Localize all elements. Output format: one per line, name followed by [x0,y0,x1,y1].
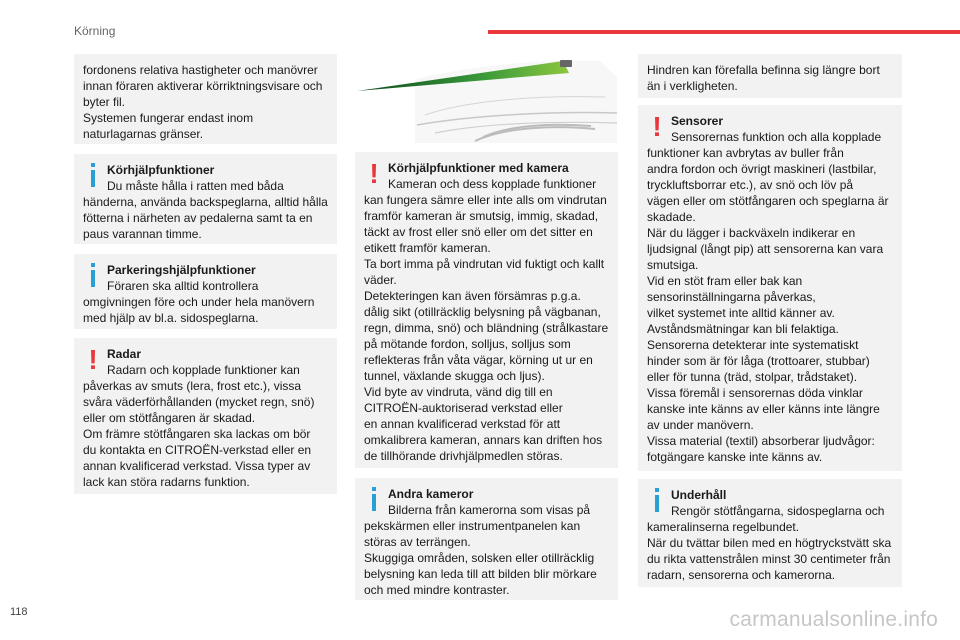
text-line: dålig sikt (otillräcklig belysning på vägbanan, [364,305,601,319]
maintenance-title: Underhåll [671,488,727,502]
driving-aids-info-box [74,154,337,244]
text-line: påverkas av smuts (lera, frost etc.), vissa [83,379,302,393]
text-line: Avståndsmätningar kan bli felaktiga. [647,322,839,336]
text-line: Vissa föremål i sensorernas döda vinklar [647,386,863,400]
parking-aids-lead: Föraren ska alltid kontrollera [107,279,259,293]
text-line: på mötande fordon, solljus, solljus som [364,337,571,351]
watermark: carmanualsonline.info [729,608,938,631]
sensors-body [647,145,894,465]
text-line: När du tvättar bilen med en högtryckstvätt ska [647,536,892,550]
text-line: kameralinserna regelbundet. [647,520,800,534]
text-line: fordonens relativa hastigheter och manövrer [83,63,318,77]
text-line: fötterna i närheten av pedalerna samt ta en [83,211,313,225]
text-line: Sensorerna detekterar inte systematiskt [647,338,859,352]
text-line: eller för tunna (träd, stolpar, trådstaket). [647,370,858,384]
obstacles-text-box [638,54,902,98]
text-line: framför kameran är smutsig, immig, skadad, [364,209,599,223]
driving-aids-title: Körhjälpfunktioner [107,163,215,177]
text-line: hinder som är för låga (trottoarer, stubbar) [647,354,870,368]
exclamation-warning-icon: ! [369,158,379,189]
text-line: pekskärmen eller instrumentpanelen kan [364,519,581,533]
continued-text-box [74,54,337,144]
text-line: med hjälp av bl.a. sidospeglarna. [83,311,259,325]
maintenance-info-box [638,479,902,587]
text-line: naturlagarnas gränser. [83,127,204,141]
text-line: annan kvalificerad verkstad. Vissa typer av [83,459,311,473]
text-line: andra fordon och övrigt maskineri (lastbilar, [647,162,877,176]
exclamation-warning-icon: ! [88,344,98,375]
text-line: radarn, sensorerna och kamerorna. [647,568,836,582]
driving-aids-body [83,194,329,242]
text-line: Ta bort imma på vindrutan vid fuktigt och kallt [364,257,605,271]
text-line: tryckluftsborrar etc.), av snö och löv på [647,178,854,192]
sensors-lead: Sensorernas funktion och alla kopplade [671,130,882,144]
text-line: paus varannan timme. [83,227,202,241]
text-line: Systemen fungerar endast inom [83,111,254,125]
driving-aids-lead: Du måste hålla i ratten med båda [107,179,284,193]
text-line: Om främre stötfångaren ska lackas om bör [83,427,311,441]
other-cameras-info-box [355,478,618,600]
camera-aids-warning-box [355,152,618,468]
text-line: av under manövern. [647,418,754,432]
text-line: Vid byte av vindruta, vänd dig till en [364,385,553,399]
text-line: du rikta vattenstrålen minst 30 centimeter från [647,552,891,566]
text-line: CITROËN-auktoriserad verkstad eller [364,401,563,415]
parking-aids-info-box [74,254,337,329]
chapter-title: Körning [74,24,116,38]
text-line: en annan kvalificerad verkstad för att [364,417,561,431]
text-line: och med mindre kontraster. [364,583,510,597]
info-icon [368,487,380,513]
text-line: etikett framför kameran. [364,241,491,255]
text-line: eller om stötfångaren är skadad. [83,411,256,425]
text-line: Skuggiga områden, solsken eller otillräcklig [364,551,595,565]
sensors-warning-box [638,105,902,471]
other-cameras-body [364,518,610,598]
maintenance-lead: Rengör stötfångarna, sidospeglarna och [671,504,885,518]
info-icon [87,163,99,189]
text-line: händerna, använda backspeglarna, alltid hålla [83,195,328,209]
parking-aids-body [83,294,329,326]
text-line: När du lägger i backväxeln indikerar en [647,226,856,240]
text-line: Detekteringen kan även försämras p.g.a. [364,289,581,303]
text-line: innan föraren aktiverar körriktningsvisare och [83,79,323,93]
text-line: omkalibrera kameran, annars kan driften hos [364,433,603,447]
text-line: funktioner kan avbrytas av buller från [647,146,844,160]
text-line: fotgängare kanske inte känns av. [647,450,823,464]
radar-body [83,378,329,490]
text-line: Hindren kan förefalla befinna sig längre bort [647,63,880,77]
sensors-title: Sensorer [671,114,724,128]
text-line: sensorinställningarna påverkas, [647,290,816,304]
text-line: de tillhörande drivhjälpmedlen störas. [364,449,563,463]
text-line: smutsiga. [647,258,699,272]
text-line: omgivningen före och under hela manövern [83,295,315,309]
camera-aids-title: Körhjälpfunktioner med kamera [388,161,569,175]
text-line: kan fungera sämre eller inte alls om vindrutan [364,193,607,207]
text-line: störas av terrängen. [364,535,471,549]
text-line: reflekteras från våta vägar, körning ut ur en [364,353,593,367]
info-icon [87,263,99,289]
text-line: Vissa material (textil) absorberar ljudvågor: [647,434,875,448]
text-line: ljudsignal (långt pip) att sensorerna kan vara [647,242,884,256]
radar-lead: Radarn och kopplade funktioner kan [107,363,300,377]
parking-aids-title: Parkeringshjälpfunktioner [107,263,256,277]
text-line: väder. [364,273,397,287]
text-line: täckt av frost eller snö eller om det sitter en [364,225,593,239]
text-line: Vid en stöt fram eller bak kan [647,274,803,288]
text-line: kanske inte känns av eller känns inte längre [647,402,880,416]
text-line: tunnel, växlande skugga och ljus). [364,369,545,383]
page-number: 118 [10,606,28,618]
chapter-accent-bar [488,30,960,34]
camera-aids-body [364,192,610,464]
info-icon [651,488,663,514]
text-line: regn, dimma, snö) och bländning (strålkastare [364,321,609,335]
maintenance-body [647,519,894,583]
text-line: belysning kan leda till att bilden blir mörkare [364,567,597,581]
text-line: skadade. [647,210,696,224]
text-line: du kontakta en CITROËN-verkstad eller en [83,443,312,457]
other-cameras-lead: Bilderna från kamerorna som visas på [388,503,591,517]
camera-aids-lead: Kameran och dess kopplade funktioner [388,177,597,191]
text-line: vilket systemet inte alltid känner av. [647,306,835,320]
text-line: lack kan störa radarns funktion. [83,475,250,489]
text-line: än i verkligheten. [647,79,738,93]
car-camera-illustration [355,55,618,143]
other-cameras-title: Andra kameror [388,487,474,501]
radar-title: Radar [107,347,142,361]
exclamation-warning-icon: ! [652,111,662,142]
text-line: byter fil. [83,95,126,109]
windshield-camera [560,60,572,67]
text-line: svåra väderförhållanden (mycket regn, snö) [83,395,315,409]
text-line: vägen eller om stötfångaren och speglarna är [647,194,889,208]
radar-warning-box [74,338,337,494]
